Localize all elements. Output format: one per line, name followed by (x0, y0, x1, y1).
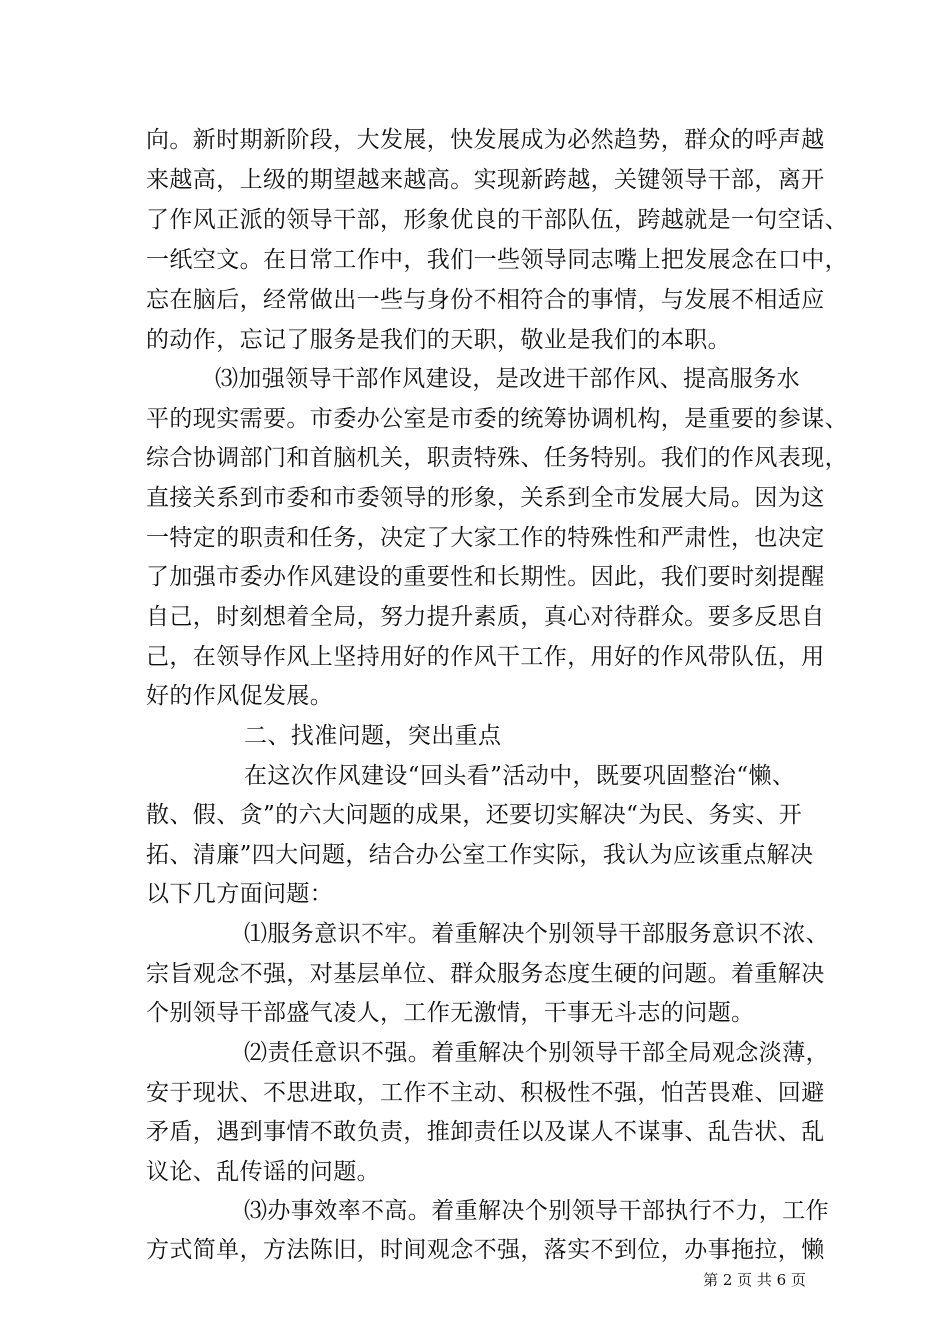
text-line: 方式简单，方法陈旧，时间观念不强，落实不到位，办事拖拉，懒 (146, 1237, 825, 1263)
text-line: 综合协调部门和首脑机关，职责特殊、任务特别。我们的作风表现， (146, 445, 848, 471)
text-line: 以下几方面问题： (146, 881, 334, 907)
paragraph-start-line: ⑶加强领导干部作风建设，是改进干部作风、提高服务水 (215, 366, 800, 392)
text-line: 平的现实需要。市委办公室是市委的统筹协调机构，是重要的参谋、 (146, 406, 848, 432)
page-number-footer: 第 2 页 共 6 页 (703, 1271, 806, 1289)
text-line: 一纸空文。在日常工作中，我们一些领导同志嘴上把发展念在口中， (146, 247, 848, 273)
text-line: 拓、清廉”四大问题，结合办公室工作实际，我认为应该重点解决 (146, 842, 814, 868)
text-line: 向。新时期新阶段，大发展，快发展成为必然趋势，群众的呼声越 (146, 127, 825, 153)
text-line: 议论、乱传谣的问题。 (146, 1159, 380, 1185)
text-line: 好的作风促发展。 (146, 683, 334, 709)
text-line: 矛盾，遇到事情不敢负责，推卸责任以及谋人不谋事、乱告状、乱 (146, 1119, 825, 1145)
text-line: 自己，时刻想着全局，努力提升素质，真心对待群众。要多反思自 (146, 604, 825, 630)
text-line: 来越高，上级的期望越来越高。实现新跨越，关键领导干部，离开 (146, 167, 825, 193)
text-line: 宗旨观念不强，对基层单位、群众服务态度生硬的问题。着重解决 (146, 961, 825, 987)
text-line: 个别领导干部盛气凌人，工作无激情，干事无斗志的问题。 (146, 1000, 755, 1026)
text-line: 安于现状、不思进取，工作不主动、积极性不强，怕苦畏难、回避 (146, 1080, 825, 1106)
paragraph-start-line: ⑴服务意识不牢。着重解决个别领导干部服务意识不浓、 (244, 921, 829, 947)
paragraph-start-line: ⑶办事效率不高。着重解决个别领导干部执行不力，工作 (244, 1198, 829, 1224)
text-line: 了加强市委办作风建设的重要性和长期性。因此，我们要时刻提醒 (146, 564, 825, 590)
section-heading: 二、找准问题，突出重点 (244, 723, 502, 749)
paragraph-start-line: ⑵责任意识不强。着重解决个别领导干部全局观念淡薄， (244, 1040, 829, 1066)
text-line: 忘在脑后，经常做出一些与身份不相符合的事情，与发展不相适应 (146, 287, 825, 313)
text-line: 一特定的职责和任务，决定了大家工作的特殊性和严肃性，也决定 (146, 525, 825, 551)
text-line: 己，在领导作风上坚持用好的作风干工作，用好的作风带队伍，用 (146, 644, 825, 670)
text-line: 的动作，忘记了服务是我们的天职，敬业是我们的本职。 (146, 327, 731, 353)
text-line: 了作风正派的领导干部，形象优良的干部队伍，跨越就是一句空话、 (146, 207, 848, 233)
text-line: 散、假、贪”的六大问题的成果，还要切实解决“为民、务实、开 (146, 802, 803, 828)
paragraph-start-line: 在这次作风建设“回头看”活动中，既要巩固整治“懒、 (244, 763, 796, 789)
text-line: 直接关系到市委和市委领导的形象，关系到全市发展大局。因为这 (146, 485, 825, 511)
